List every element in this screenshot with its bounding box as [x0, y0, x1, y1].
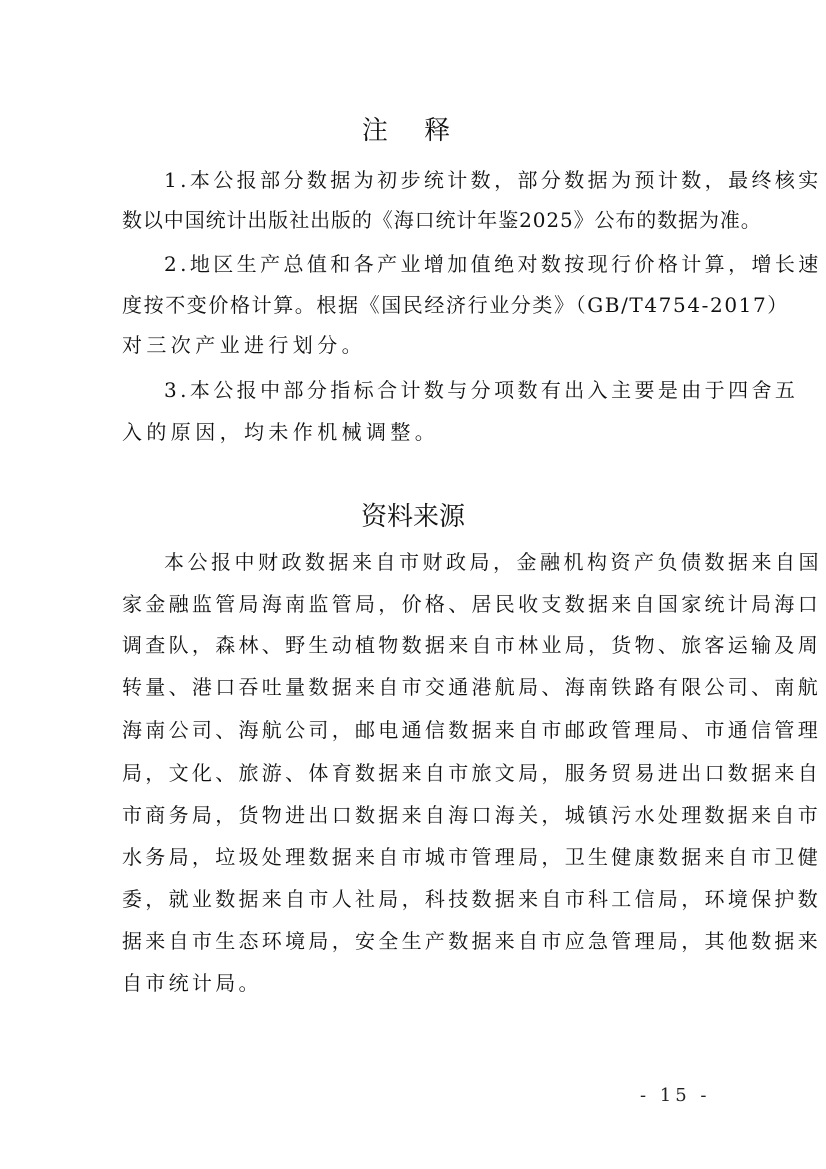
text-line: 度按不变价格计算。根据《国民经济行业分类》（GB/T4754-2017） — [122, 293, 789, 317]
text-line: 家金融监管局海南监管局，价格、居民收支数据来自国家统计局海口 — [122, 592, 821, 616]
text-line: 本公报中财政数据来自市财政局，金融机构资产负债数据来自国 — [164, 550, 822, 574]
text-line: 3.本公报中部分指标合计数与分项数有出入主要是由于四舍五 — [164, 378, 799, 402]
text-line: 自市统计局。 — [122, 971, 262, 995]
text-line: 局，文化、旅游、体育数据来自市旅文局，服务贸易进出口数据来自 — [122, 761, 821, 785]
text-line: 数以中国统计出版社出版的《海口统计年鉴2025》公布的数据为准。 — [122, 208, 762, 232]
text-line: 委，就业数据来自市人社局，科技数据来自市科工信局，环境保护数 — [122, 887, 821, 911]
text-line: 1.本公报部分数据为初步统计数，部分数据为预计数，最终核实 — [164, 168, 822, 192]
notes-title: 注 释 — [361, 116, 465, 146]
text-line: 2.地区生产总值和各产业增加值绝对数按现行价格计算，增长速 — [164, 252, 822, 276]
text-line: 调查队，森林、野生动植物数据来自市林业局，货物、旅客运输及周 — [122, 633, 821, 657]
text-line: 水务局，垃圾处理数据来自市城市管理局，卫生健康数据来自市卫健 — [122, 845, 821, 869]
text-line: 据来自市生态环境局，安全生产数据来自市应急管理局，其他数据来 — [122, 929, 821, 953]
page-number: - 15 - — [640, 1085, 711, 1106]
text-line: 对三次产业进行划分。 — [122, 333, 366, 357]
sources-title: 资料来源 — [360, 502, 465, 532]
text-line: 市商务局，货物进出口数据来自海口海关，城镇污水处理数据来自市 — [122, 803, 821, 827]
text-line: 转量、港口吞吐量数据来自市交通港航局、海南铁路有限公司、南航 — [122, 675, 821, 699]
text-line: 入的原因，均未作机械调整。 — [122, 420, 440, 444]
text-line: 海南公司、海航公司，邮电通信数据来自市邮政管理局、市通信管理 — [122, 718, 821, 742]
